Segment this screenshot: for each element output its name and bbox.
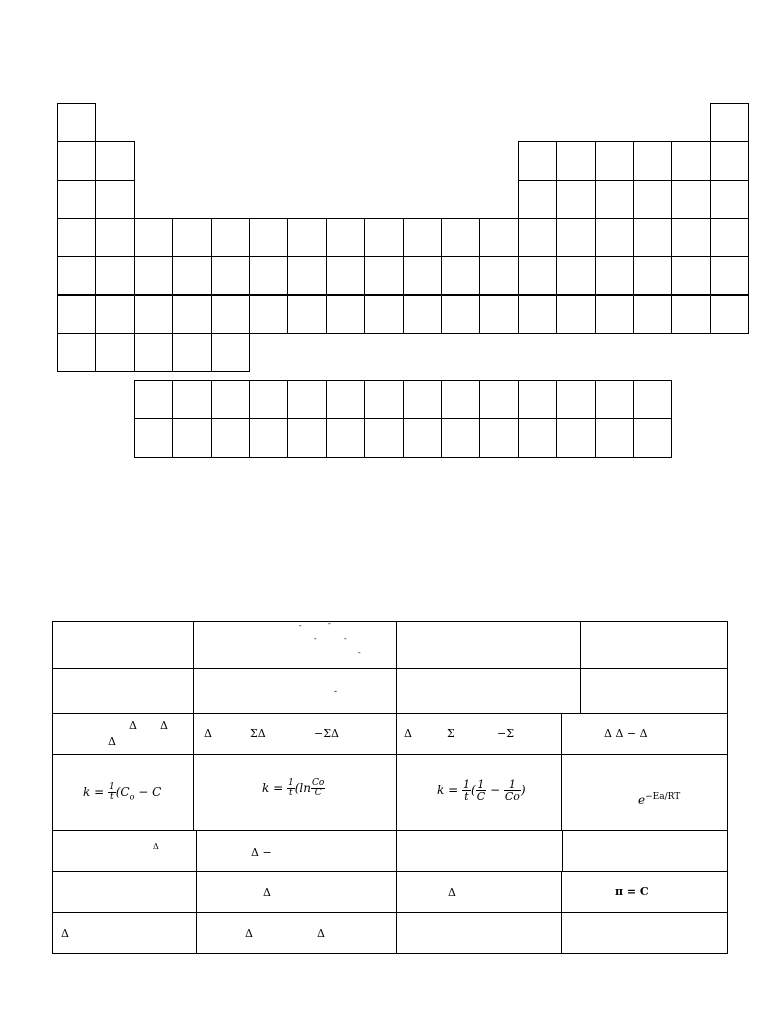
element-cell [57, 256, 96, 295]
element-cell [134, 418, 173, 457]
element-cell [441, 256, 480, 295]
element-cell [249, 256, 288, 295]
element-cell [633, 141, 672, 180]
element-cell [595, 380, 634, 419]
element-cell [595, 141, 634, 180]
element-cell [633, 418, 672, 457]
element-cell [479, 218, 518, 257]
element-cell [595, 256, 634, 295]
minus-sum-symbol: −Σ [497, 727, 514, 740]
element-cell [287, 380, 326, 419]
delta-symbol: Δ [245, 927, 253, 940]
element-cell [441, 295, 480, 334]
element-cell [671, 256, 710, 295]
element-cell [403, 256, 442, 295]
delta-expression: Δ − [251, 846, 272, 859]
element-cell [710, 295, 749, 334]
formula-cell [396, 912, 562, 954]
formula-cell [561, 871, 728, 913]
element-cell [441, 380, 480, 419]
element-cell [633, 380, 672, 419]
formula-cell [52, 713, 194, 755]
element-cell [134, 380, 173, 419]
element-cell [556, 295, 595, 334]
element-cell [556, 218, 595, 257]
formula-cell [562, 830, 728, 872]
element-cell [710, 180, 749, 219]
formula-cell [193, 713, 397, 755]
element-cell [671, 218, 710, 257]
first-order-rate-equation: k = $\frac{1}{t}$ (ln $\frac{Co}{C}$ [262, 778, 325, 798]
element-cell [95, 180, 134, 219]
element-cell [364, 295, 403, 334]
delta-expression: Δ Δ − Δ [604, 727, 648, 740]
element-cell [57, 333, 96, 372]
delta-symbol: Δ [448, 886, 456, 899]
formula-cell [52, 754, 194, 831]
element-cell [556, 380, 595, 419]
element-cell [556, 256, 595, 295]
element-cell [287, 295, 326, 334]
element-cell [710, 141, 749, 180]
element-cell [57, 295, 96, 334]
formula-cell [396, 830, 563, 872]
element-cell [172, 418, 211, 457]
formula-cell [561, 754, 728, 831]
element-cell [172, 333, 211, 372]
element-cell [211, 418, 250, 457]
second-order-rate-equation: k = $\frac{1}{t}$ ( $\frac{1}{C}$ − $\frac{1}{Co}$ ) [437, 778, 526, 803]
element-cell [211, 380, 250, 419]
formula-cell [396, 713, 562, 755]
formula-cell [561, 713, 728, 755]
element-cell [249, 418, 288, 457]
formula-cell [396, 668, 581, 714]
osmotic-pressure-equation: π = C [615, 885, 649, 898]
delta-symbol: Δ [160, 719, 168, 732]
formula-cell [196, 830, 397, 872]
element-cell [326, 256, 365, 295]
formula-glyph: - [344, 634, 347, 643]
element-cell [441, 418, 480, 457]
formula-cell [196, 871, 397, 913]
delta-symbol: Δ [153, 842, 159, 851]
element-cell [556, 141, 595, 180]
element-cell [710, 103, 749, 142]
element-cell [211, 333, 250, 372]
element-cell [57, 180, 96, 219]
formula-glyph: - [314, 634, 317, 643]
element-cell [518, 418, 557, 457]
element-cell [326, 295, 365, 334]
element-cell [671, 180, 710, 219]
element-cell [633, 295, 672, 334]
delta-symbol: Δ [129, 719, 137, 732]
element-cell [134, 256, 173, 295]
formula-cell [52, 621, 194, 669]
element-cell [479, 380, 518, 419]
element-cell [595, 180, 634, 219]
element-cell [326, 218, 365, 257]
formula-cell [193, 754, 397, 831]
element-cell [95, 295, 134, 334]
periodic-table-grid [0, 0, 768, 470]
formula-cell [52, 871, 197, 913]
element-cell [172, 295, 211, 334]
formula-cell [52, 830, 197, 872]
element-cell [595, 418, 634, 457]
formula-cell [196, 912, 397, 954]
element-cell [326, 418, 365, 457]
element-cell [403, 418, 442, 457]
fraction: $\frac{1}{t}$ [109, 782, 115, 802]
element-cell [95, 218, 134, 257]
element-cell [57, 141, 96, 180]
formula-cell [52, 912, 197, 954]
arrhenius-factor: $e^{-Ea/RT}$ [638, 792, 681, 807]
element-cell [518, 295, 557, 334]
element-cell [57, 218, 96, 257]
element-cell [671, 141, 710, 180]
zero-order-rate-equation: k = $\frac{1}{t}$ ($C_o - C$ [83, 782, 162, 802]
element-cell [518, 256, 557, 295]
element-cell [479, 256, 518, 295]
delta-symbol: Δ [108, 735, 116, 748]
element-cell [172, 380, 211, 419]
element-cell [364, 218, 403, 257]
formula-cell [561, 912, 728, 954]
element-cell [518, 380, 557, 419]
element-cell [211, 218, 250, 257]
formula-cell [580, 621, 728, 669]
element-cell [172, 256, 211, 295]
element-cell [403, 380, 442, 419]
element-cell [403, 295, 442, 334]
element-cell [95, 256, 134, 295]
fraction: $\frac{Co}{C}$ [311, 778, 325, 798]
element-cell [134, 333, 173, 372]
element-cell [671, 295, 710, 334]
formula-cell [396, 754, 562, 831]
formula-cell [580, 668, 728, 714]
formula-glyph: - [299, 621, 302, 630]
element-cell [518, 218, 557, 257]
delta-symbol: Δ [404, 727, 412, 740]
element-cell [364, 418, 403, 457]
fraction: $\frac{1}{C}$ [476, 778, 486, 803]
element-cell [518, 180, 557, 219]
formula-cell [396, 871, 562, 913]
element-cell [364, 256, 403, 295]
element-cell [134, 295, 173, 334]
element-cell [595, 218, 634, 257]
element-cell [710, 256, 749, 295]
element-cell [211, 256, 250, 295]
element-cell [134, 218, 173, 257]
element-cell [95, 333, 134, 372]
element-cell [249, 380, 288, 419]
formula-table [0, 600, 768, 970]
minus-sum-delta-symbol: −ΣΔ [314, 727, 339, 740]
sum-symbol: Σ [447, 727, 455, 740]
element-cell [287, 418, 326, 457]
element-cell [249, 295, 288, 334]
element-cell [710, 218, 749, 257]
fraction: $\frac{1}{Co}$ [504, 778, 520, 803]
formula-glyph: - [334, 687, 338, 697]
element-cell [326, 380, 365, 419]
element-cell [479, 418, 518, 457]
fraction: $\frac{1}{t}$ [463, 778, 470, 803]
formula-cell [193, 668, 397, 714]
formula-glyph: - [328, 619, 331, 628]
delta-symbol: Δ [204, 727, 212, 740]
element-cell [249, 218, 288, 257]
element-cell [403, 218, 442, 257]
delta-symbol: Δ [317, 927, 325, 940]
delta-symbol: Δ [61, 927, 69, 940]
element-cell [556, 418, 595, 457]
element-cell [57, 103, 96, 142]
element-cell [518, 141, 557, 180]
element-cell [172, 218, 211, 257]
element-cell [441, 218, 480, 257]
element-cell [556, 180, 595, 219]
element-cell [595, 295, 634, 334]
element-cell [479, 295, 518, 334]
element-cell [95, 141, 134, 180]
fraction: $\frac{1}{t}$ [288, 778, 294, 798]
formula-cell [396, 621, 581, 669]
formula-cell [193, 621, 397, 669]
element-cell [287, 218, 326, 257]
element-cell [633, 180, 672, 219]
delta-symbol: Δ [263, 886, 271, 899]
element-cell [633, 256, 672, 295]
element-cell [211, 295, 250, 334]
sum-delta-symbol: ΣΔ [250, 727, 266, 740]
element-cell [287, 256, 326, 295]
formula-cell [52, 668, 194, 714]
formula-glyph: - [358, 648, 361, 657]
element-cell [633, 218, 672, 257]
element-cell [364, 380, 403, 419]
